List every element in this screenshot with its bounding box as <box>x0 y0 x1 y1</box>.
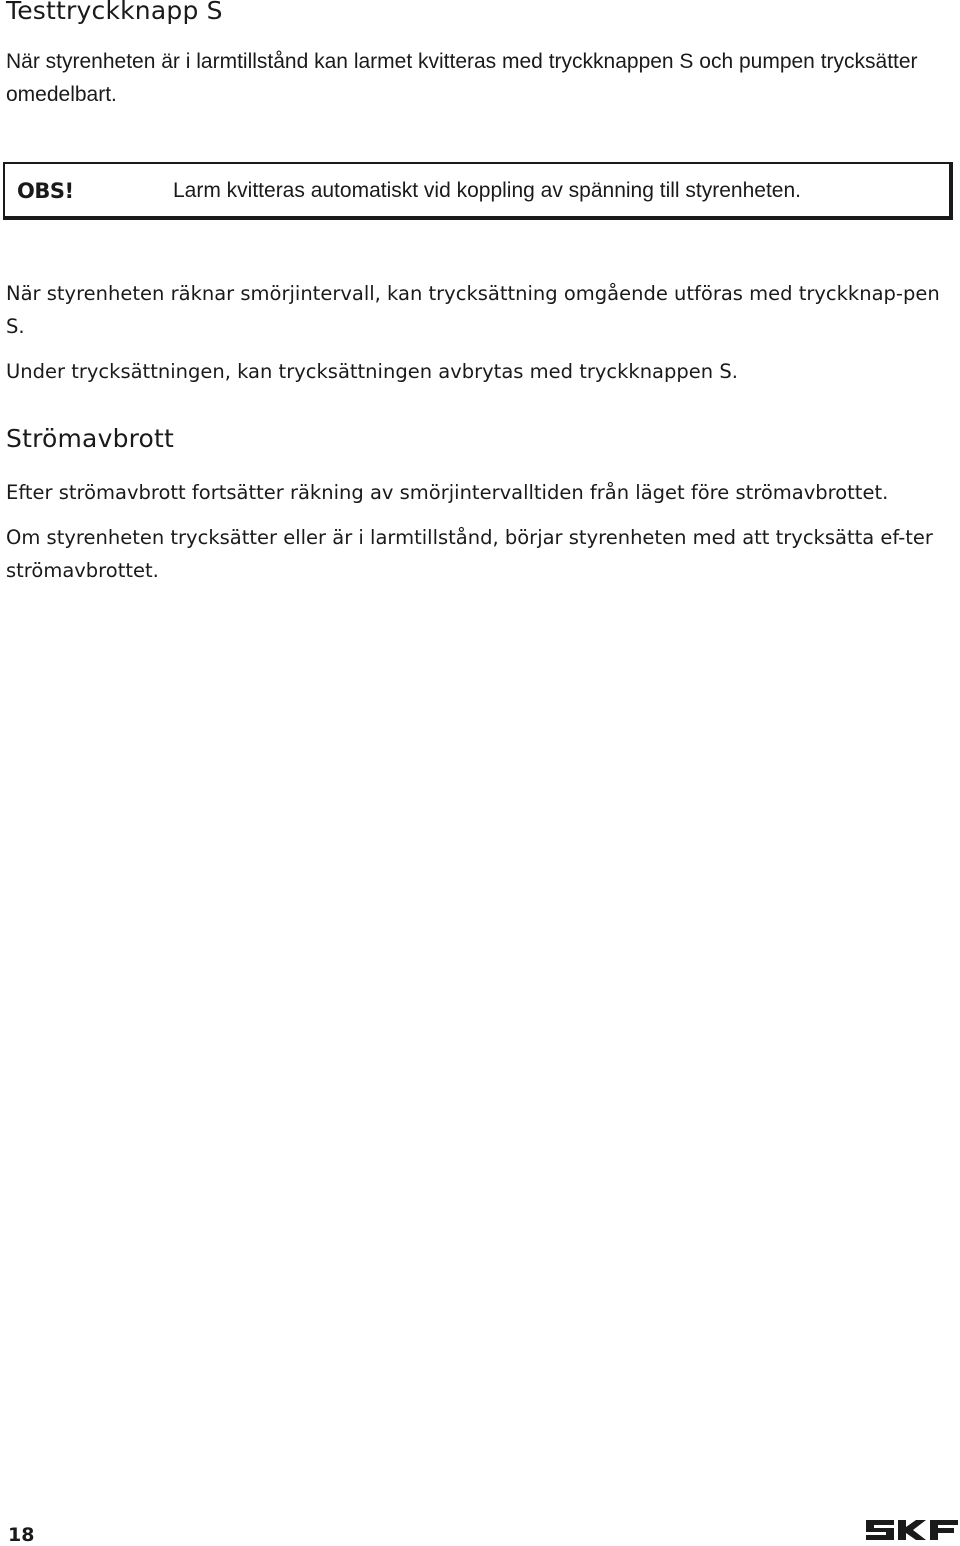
paragraph-abort-pressurization: Under trycksättningen, kan trycksättningen avbrytas med tryckknappen S. <box>6 360 738 383</box>
skf-logo <box>864 1517 960 1543</box>
skf-logo-letters <box>866 1520 958 1540</box>
notice-box <box>3 162 953 220</box>
skf-logo-letter-s <box>866 1520 894 1540</box>
heading-stromavbrott: Strömavbrott <box>6 424 175 453</box>
notice-text: Larm kvitteras automatiskt vid koppling av spänning till styrenheten. <box>173 179 801 202</box>
paragraph-power-failure-resume: Efter strömavbrott fortsätter räkning av smörjintervalltiden från läget före strömavbrottet. <box>6 481 889 504</box>
skf-logo-letter-f <box>930 1520 958 1540</box>
heading-testtryckknapp: Testtryckknapp S <box>6 0 223 25</box>
notice-label: OBS! <box>17 179 74 203</box>
page-number: 18 <box>8 1524 35 1546</box>
skf-logo-letter-k <box>898 1520 926 1540</box>
paragraph-alarm-acknowledge: När styrenheten är i larmtillstånd kan larmet kvitteras med tryckknappen S och pumpen trycksätter omedelbart. <box>6 50 918 106</box>
paragraph-lubrication-interval: När styrenheten räknar smörjintervall, kan trycksättning omgående utföras med tryckknap-pen S. <box>6 282 940 338</box>
paragraph-power-failure-pressurize: Om styrenheten trycksätter eller är i larmtillstånd, börjar styrenheten med att trycksätta ef-ter strömavbrottet. <box>6 526 933 582</box>
